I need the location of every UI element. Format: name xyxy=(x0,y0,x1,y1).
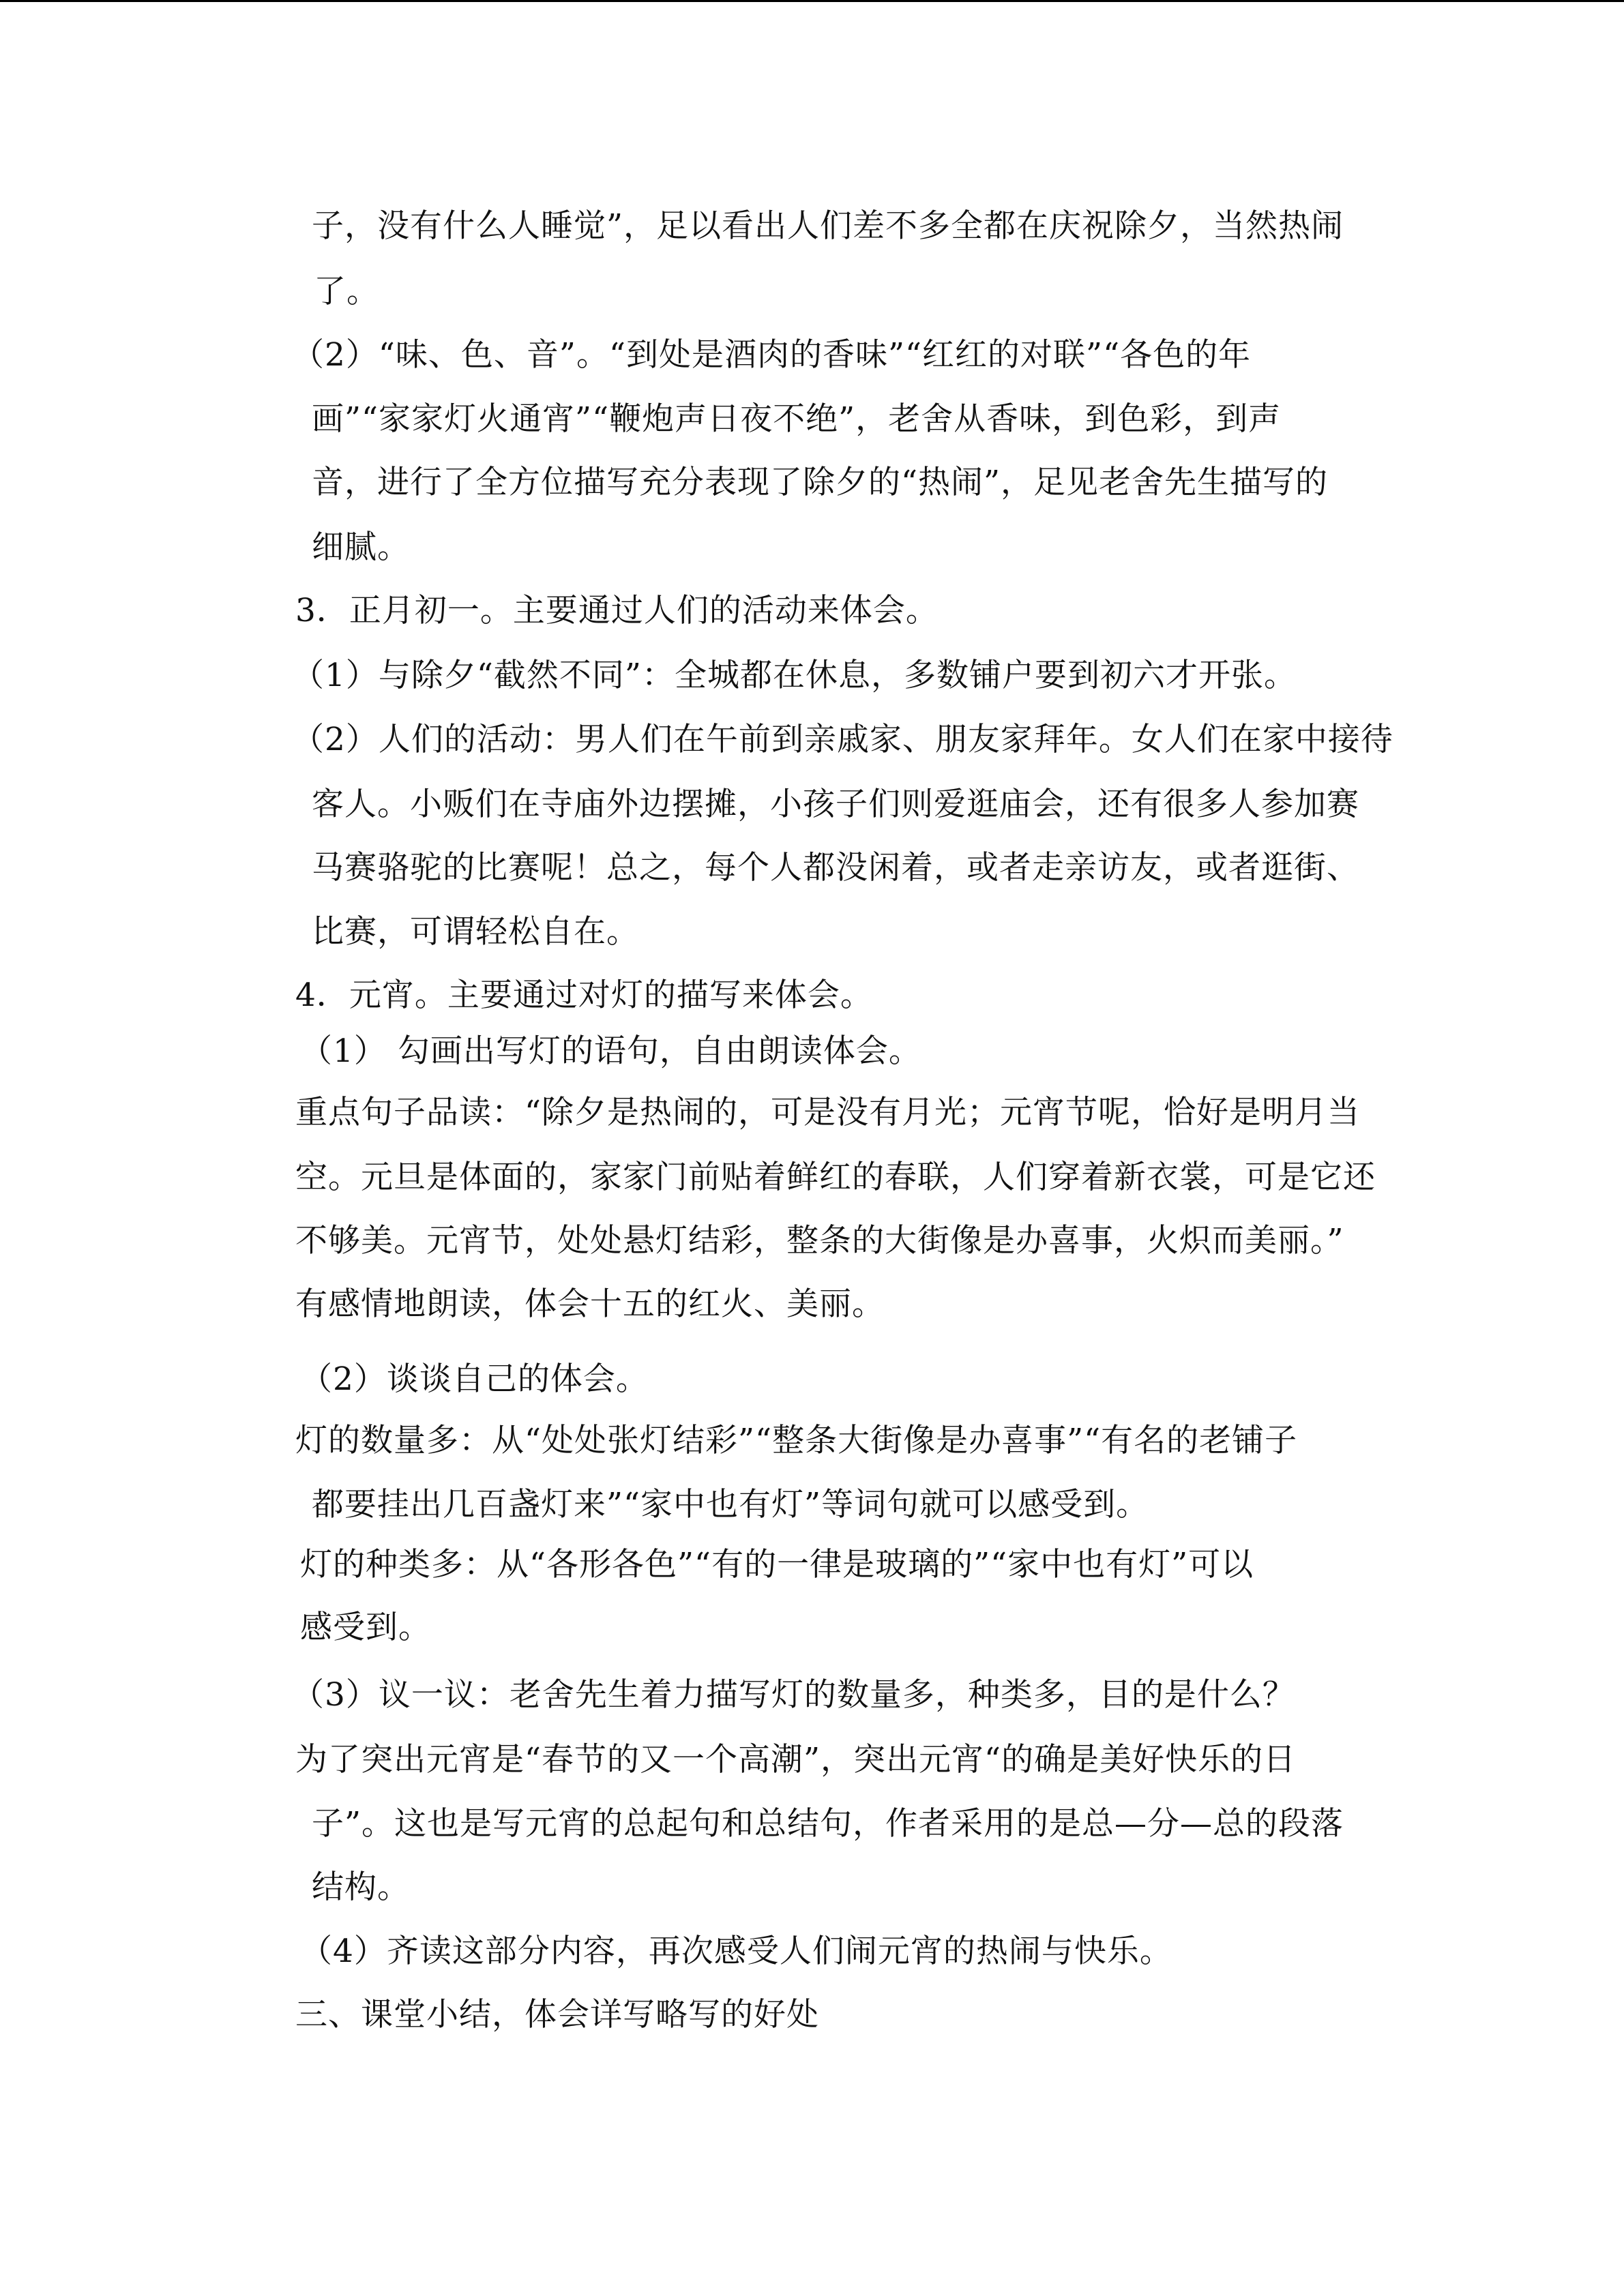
text-line: 三、课堂小结，体会详写略写的好处 xyxy=(295,1996,819,2033)
text-line: 马赛骆驼的比赛呢！总之，每个人都没闲着，或者走亲访友，或者逛街、 xyxy=(312,849,1359,886)
text-line: 为了突出元宵是“春节的又一个高潮”，突出元宵“的确是美好快乐的日 xyxy=(295,1741,1297,1778)
text-line: （3）议一议：老舍先生着力描写灯的数量多，种类多，目的是什么？ xyxy=(292,1676,1295,1714)
text-line: （2）“味、色、音”。“到处是酒肉的香味”“红红的对联”“各色的年 xyxy=(292,336,1252,374)
text-line: 感受到。 xyxy=(300,1609,431,1646)
text-line: （2）人们的活动：男人们在午前到亲戚家、朋友家拜年。女人们在家中接待 xyxy=(292,721,1393,758)
text-line: 音，进行了全方位描写充分表现了除夕的“热闹”，足见老舍先生描写的 xyxy=(312,464,1329,501)
text-line: 子，没有什么人睡觉”，足以看出人们差不多全都在庆祝除夕，当然热闹 xyxy=(312,207,1344,245)
text-line: 比赛，可谓轻松自在。 xyxy=(312,913,639,951)
text-line: 子”。这也是写元宵的总起句和总结句，作者采用的是总—分—总的段落 xyxy=(312,1805,1344,1843)
text-line: 客人。小贩们在寺庙外边摆摊，小孩子们则爱逛庙会，还有很多人参加赛 xyxy=(312,786,1359,823)
text-line: （4）齐读这部分内容，再次感受人们闹元宵的热闹与快乐。 xyxy=(300,1933,1172,1970)
text-line: 空。元旦是体面的，家家门前贴着鲜红的春联，人们穿着新衣裳，可是它还 xyxy=(295,1159,1376,1196)
text-line: 不够美。元宵节，处处悬灯结彩，整条的大街像是办喜事，火炽而美丽。” xyxy=(295,1222,1344,1259)
text-line: 有感情地朗读，体会十五的红火、美丽。 xyxy=(295,1285,885,1323)
text-line: （1） 勾画出写灯的语句，自由朗读体会。 xyxy=(300,1032,921,1070)
text-line: 重点句子品读：“除夕是热闹的，可是没有月光；元宵节呢，恰好是明月当 xyxy=(295,1094,1361,1131)
text-line: 画”“家家灯火通宵”“鞭炮声日夜不绝”，老舍从香味，到色彩，到声 xyxy=(312,400,1282,438)
text-line: 灯的数量多：从“处处张灯结彩”“整条大街像是办喜事”“有名的老铺子 xyxy=(295,1422,1298,1459)
text-line: 结构。 xyxy=(312,1868,410,1906)
text-line: 都要挂出几百盏灯来”“家中也有灯”等词句就可以感受到。 xyxy=(312,1486,1149,1523)
text-line: 3．正月初一。主要通过人们的活动来体会。 xyxy=(295,592,939,629)
text-line: 了。 xyxy=(314,273,379,310)
text-line: 细腻。 xyxy=(312,528,410,566)
text-line: 灯的种类多：从“各形各色”“有的一律是玻璃的”“家中也有灯”可以 xyxy=(300,1546,1254,1583)
text-line: 4．元宵。主要通过对灯的描写来体会。 xyxy=(295,976,873,1014)
text-line: （1）与除夕“截然不同”：全城都在休息，多数铺户要到初六才开张。 xyxy=(292,657,1297,694)
text-line: （2）谈谈自己的体会。 xyxy=(300,1360,649,1398)
